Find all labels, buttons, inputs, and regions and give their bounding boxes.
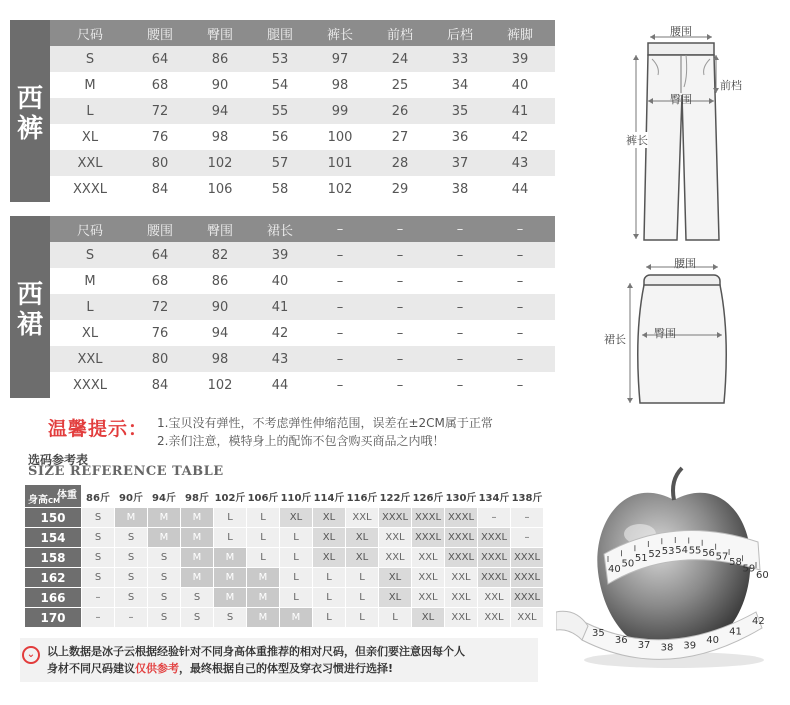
skirt-table-cell: – [336, 351, 344, 367]
tape-number: 41 [729, 626, 742, 638]
size-cell: XXXL [478, 528, 511, 548]
size-cell: XXXL [412, 508, 445, 528]
size-cell: M [181, 548, 214, 568]
size-cell: S [148, 588, 181, 608]
size-cell: S [82, 508, 115, 528]
size-cell: S [181, 608, 214, 628]
tape-number: 56 [702, 547, 715, 559]
skirt-table-cell: 68 [151, 273, 169, 289]
pants-table-cell: 24 [391, 51, 409, 67]
size-cell: L [280, 528, 313, 548]
skirt-table-cell: – [396, 377, 404, 393]
size-cell: XL [280, 508, 313, 528]
skirt-table-cell: – [516, 351, 524, 367]
size-cell: XL [313, 548, 346, 568]
size-cell: S [82, 548, 115, 568]
pants-hip-label: 臀围 [670, 93, 692, 106]
size-cell: L [247, 548, 280, 568]
skirt-table-cell: 80 [151, 351, 169, 367]
size-cell: M [247, 568, 280, 588]
pants-table-cell: 38 [451, 181, 469, 197]
tape-number: 39 [683, 640, 697, 652]
skirt-table-cell: 44 [271, 377, 289, 393]
skirt-table-cell: 82 [211, 247, 229, 263]
size-cell: XXL [412, 588, 445, 608]
size-cell: XXL [412, 548, 445, 568]
skirt-table-cell: 64 [151, 247, 169, 263]
height-header-cell: 166 [25, 588, 82, 608]
pants-label-char: 西 [16, 84, 43, 114]
skirt-table-cell: 39 [271, 247, 289, 263]
reference-row [25, 548, 544, 568]
size-cell: XXL [445, 568, 478, 588]
size-cell: XXL [379, 548, 412, 568]
size-cell: XL [346, 548, 379, 568]
skirt-table-cell: 94 [211, 325, 229, 341]
skirt-diagram [600, 255, 780, 415]
skirt-hip-label: 臀围 [654, 327, 676, 340]
tape-number: 38 [660, 642, 674, 654]
pants-table-cell: 94 [211, 103, 229, 119]
pants-table-cell: 尺码 [76, 27, 103, 43]
pants-table-cell: 28 [391, 155, 409, 171]
size-cell: XXXL [412, 528, 445, 548]
size-cell: M [214, 588, 247, 608]
size-cell: XL [412, 608, 445, 628]
skirt-table-cell: 40 [271, 273, 289, 289]
tips-title: 温馨提示： [48, 418, 149, 440]
skirt-table-row [50, 346, 555, 372]
pants-table-cell: 58 [271, 181, 289, 197]
skirt-table-cell: – [396, 299, 404, 315]
note-highlight: 仅供参考 [135, 662, 179, 675]
pants-label-char: 裤 [16, 114, 43, 144]
tape-number: 55 [688, 545, 702, 557]
pants-table-label [10, 84, 50, 144]
skirt-table-cell: – [456, 221, 464, 237]
pants-table-cell: 29 [391, 181, 409, 197]
reference-row [25, 508, 544, 528]
size-cell: XXL [445, 588, 478, 608]
reference-row [25, 528, 544, 548]
size-cell: XL [379, 568, 412, 588]
pants-table-header-row [50, 20, 555, 46]
skirt-table-grid [50, 216, 555, 398]
pants-table-cell: XXXL [73, 181, 107, 197]
weight-header-cell: 98斤 [181, 485, 214, 508]
skirt-table-cell: – [456, 351, 464, 367]
skirt-table-cell: 腰围 [146, 223, 173, 239]
size-cell: M [247, 608, 280, 628]
tape-number: 40 [608, 564, 621, 575]
skirt-table-cell: – [396, 221, 404, 237]
skirt-table-row [50, 294, 555, 320]
size-cell: M [181, 528, 214, 548]
pants-table-cell: 腰围 [146, 27, 173, 43]
pants-table-cell: 76 [151, 129, 169, 145]
skirt-table-cell: XL [81, 325, 99, 341]
height-header-cell: 158 [25, 548, 82, 568]
pants-table-cell: 40 [511, 77, 529, 93]
size-cell: XXXL [445, 548, 478, 568]
size-cell: XXXL [511, 548, 544, 568]
pants-table-cell: 43 [511, 155, 529, 171]
apple-tape-photo [556, 462, 786, 672]
skirt-waist-label: 腰围 [674, 257, 696, 270]
tape-number: 57 [715, 551, 729, 563]
tape-number: 37 [637, 640, 651, 652]
size-cell: XXXL [379, 508, 412, 528]
size-cell: XXXL [445, 508, 478, 528]
size-cell: XXXL [478, 548, 511, 568]
skirt-table-cell: – [456, 273, 464, 289]
pants-table-cell: 57 [271, 155, 289, 171]
reference-subtitle: SIZE REFERENCE TABLE [28, 464, 224, 479]
skirt-table-cell: 43 [271, 351, 289, 367]
size-cell: XXL [511, 608, 544, 628]
skirt-size-table [10, 216, 555, 398]
skirt-table-cell: – [456, 377, 464, 393]
tape-number: 60 [756, 570, 769, 581]
skirt-table-cell: 98 [211, 351, 229, 367]
size-cell: M [148, 528, 181, 548]
size-cell: XL [313, 528, 346, 548]
size-cell: L [247, 528, 280, 548]
size-cell: L [280, 588, 313, 608]
weight-header-cell: 138斤 [511, 485, 544, 508]
weight-header-cell: 114斤 [313, 485, 346, 508]
weight-header-cell: 126斤 [412, 485, 445, 508]
pants-table-cell: 37 [451, 155, 469, 171]
tape-number: 59 [742, 563, 756, 575]
size-cell: M [214, 568, 247, 588]
pants-table-cell: 44 [511, 181, 529, 197]
size-cell: M [115, 508, 148, 528]
pants-table-row [50, 98, 555, 124]
pants-table-row [50, 150, 555, 176]
skirt-outline-icon [600, 255, 780, 415]
skirt-table-header-row [50, 216, 555, 242]
pants-table-cell: 42 [511, 129, 529, 145]
skirt-table-cell: – [336, 247, 344, 263]
size-cell: L [313, 588, 346, 608]
pants-length-label: 裤长 [626, 134, 648, 147]
skirt-table-cell: 42 [271, 325, 289, 341]
skirt-table-cell: 90 [211, 299, 229, 315]
size-cell: M [148, 508, 181, 528]
weight-header-cell: 122斤 [379, 485, 412, 508]
size-cell: S [148, 568, 181, 588]
pants-table-cell: 裤脚 [506, 27, 533, 43]
pants-table-cell: 55 [271, 103, 289, 119]
size-cell: XL [313, 508, 346, 528]
pants-table-row [50, 124, 555, 150]
tape-number: 50 [621, 558, 635, 570]
skirt-table-cell: – [336, 299, 344, 315]
skirt-table-cell: L [86, 299, 94, 315]
size-cell: S [148, 608, 181, 628]
skirt-table-cell: – [516, 325, 524, 341]
skirt-table-cell: – [456, 247, 464, 263]
skirt-table-cell: 裙长 [266, 223, 293, 239]
skirt-table-cell: – [516, 221, 524, 237]
pants-table-cell: XL [81, 129, 99, 145]
size-cell: S [82, 528, 115, 548]
size-cell: XXXL [478, 568, 511, 588]
tape-number: 35 [592, 628, 605, 639]
pants-table-cell: 98 [211, 129, 229, 145]
size-cell: M [181, 508, 214, 528]
weight-header-cell: 110斤 [280, 485, 313, 508]
pants-table-cell: 106 [207, 181, 233, 197]
skirt-table-cell: 102 [207, 377, 233, 393]
skirt-table-cell: M [84, 273, 96, 289]
note-line-1: 以上数据是冰子云根据经验针对不同身高体重推荐的相对尺码，但亲们要注意因每个人 [47, 645, 465, 658]
size-cell: L [280, 548, 313, 568]
size-cell: – [82, 588, 115, 608]
size-cell: XXXL [445, 528, 478, 548]
size-cell: – [115, 608, 148, 628]
tape-number: 42 [752, 616, 765, 627]
pants-table-cell: 53 [271, 51, 289, 67]
pants-table-cell: 84 [151, 181, 169, 197]
pants-table-cell: 68 [151, 77, 169, 93]
skirt-table-row [50, 268, 555, 294]
pants-table-cell: 26 [391, 103, 409, 119]
skirt-length-label: 裙长 [604, 333, 626, 346]
size-cell: L [346, 608, 379, 628]
apple-measuring-tape-icon [556, 462, 786, 672]
size-cell: XXXL [511, 568, 544, 588]
tips-line-2: 2.亲们注意，模特身上的配饰不包含购买商品之内哦！ [157, 434, 445, 448]
skirt-table-cell: – [516, 247, 524, 263]
tape-number: 51 [634, 553, 648, 565]
skirt-label-char: 裙 [16, 310, 43, 340]
pants-table-cell: 90 [211, 77, 229, 93]
size-cell: L [313, 608, 346, 628]
pants-table-row [50, 72, 555, 98]
skirt-table-cell: 41 [271, 299, 289, 315]
height-header-cell: 170 [25, 608, 82, 628]
weight-header-cell: 116斤 [346, 485, 379, 508]
corner-weight-label: 体重 [57, 490, 77, 501]
size-cell: XXL [445, 608, 478, 628]
skirt-table-cell: – [336, 273, 344, 289]
pants-table-cell: 前档 [386, 27, 413, 43]
pants-table-cell: 36 [451, 129, 469, 145]
pants-table-cell: 臀围 [206, 27, 233, 43]
weight-header-cell: 94斤 [148, 485, 181, 508]
size-cell: – [511, 508, 544, 528]
skirt-table-cell: 72 [151, 299, 169, 315]
pants-table-cell: 80 [151, 155, 169, 171]
size-cell: S [115, 528, 148, 548]
tape-number: 58 [729, 557, 742, 568]
note-line-2: 身材不同尺码建议仅供参考，最终根据自己的体型及穿衣习惯进行选择! [47, 662, 394, 675]
height-header-cell: 162 [25, 568, 82, 588]
size-cell: M [280, 608, 313, 628]
size-cell: XXL [346, 508, 379, 528]
size-cell: XXL [412, 568, 445, 588]
size-cell: – [511, 528, 544, 548]
pants-table-row [50, 46, 555, 72]
tips-line-1: 1.宝贝没有弹性，不考虑弹性伸缩范围，误差在±2CM属于正常 [157, 416, 493, 430]
pants-table-cell: 86 [211, 51, 229, 67]
reference-corner [25, 485, 82, 508]
size-cell: XXL [478, 608, 511, 628]
weight-header-cell: 106斤 [247, 485, 280, 508]
skirt-table-cell: – [456, 325, 464, 341]
size-cell: L [346, 588, 379, 608]
size-cell: M [181, 568, 214, 588]
reference-title: 选码参考表 [28, 453, 89, 467]
size-cell: S [115, 548, 148, 568]
size-cell: L [247, 508, 280, 528]
skirt-table-cell: – [516, 299, 524, 315]
skirt-table-cell: – [516, 377, 524, 393]
tape-number: 54 [675, 545, 689, 556]
pants-table-cell: 72 [151, 103, 169, 119]
skirt-table-cell: XXXL [73, 377, 107, 393]
size-cell: XL [379, 588, 412, 608]
size-cell: XXXL [511, 588, 544, 608]
skirt-table-cell: – [516, 273, 524, 289]
size-cell: XL [346, 528, 379, 548]
skirt-table-cell: 86 [211, 273, 229, 289]
weight-header-cell: 90斤 [115, 485, 148, 508]
skirt-table-label [10, 280, 50, 340]
size-cell: L [280, 568, 313, 588]
height-header-cell: 150 [25, 508, 82, 528]
skirt-table-cell: XXL [77, 351, 103, 367]
size-cell: XXL [379, 528, 412, 548]
size-cell: L [214, 508, 247, 528]
pants-table-cell: 25 [391, 77, 409, 93]
weight-header-cell: 130斤 [445, 485, 478, 508]
pants-table-cell: S [85, 51, 95, 67]
skirt-table-cell: – [336, 221, 344, 237]
skirt-table-row [50, 372, 555, 398]
pants-table-cell: 97 [331, 51, 349, 67]
size-cell: L [313, 568, 346, 588]
reference-row [25, 568, 544, 588]
pants-table-cell: 39 [511, 51, 529, 67]
skirt-table-cell: 臀围 [206, 223, 233, 239]
pants-table-cell: 34 [451, 77, 469, 93]
pants-table-cell: 98 [331, 77, 349, 93]
size-cell: XXL [478, 588, 511, 608]
skirt-table-cell: – [396, 351, 404, 367]
skirt-label-char: 西 [16, 280, 43, 310]
size-cell: S [214, 608, 247, 628]
size-cell: S [181, 588, 214, 608]
skirt-table-cell: 76 [151, 325, 169, 341]
weight-header-cell: 86斤 [82, 485, 115, 508]
skirt-table-cell: – [336, 377, 344, 393]
pants-table-cell: 35 [451, 103, 469, 119]
pants-table-cell: 裤长 [326, 27, 353, 43]
corner-height-label: 身高CM [28, 495, 61, 506]
pants-table-cell: 56 [271, 129, 289, 145]
size-cell: L [346, 568, 379, 588]
reference-row [25, 588, 544, 608]
pants-diagram [600, 15, 780, 250]
size-cell: M [214, 548, 247, 568]
size-cell: L [379, 608, 412, 628]
skirt-table-cell: – [396, 247, 404, 263]
weight-header-cell: 134斤 [478, 485, 511, 508]
pants-front-rise-label: 前档 [720, 79, 742, 92]
pants-table-row [50, 176, 555, 202]
tape-number: 40 [706, 635, 720, 647]
pants-table-cell: XXL [77, 155, 103, 171]
skirt-table-row [50, 242, 555, 268]
pants-table-cell: 99 [331, 103, 349, 119]
pants-waist-label: 腰围 [670, 25, 692, 38]
weight-header-cell: 102斤 [214, 485, 247, 508]
pants-table-cell: M [84, 77, 96, 93]
size-cell: – [82, 608, 115, 628]
tape-number: 52 [648, 549, 662, 560]
pants-table-cell: 33 [451, 51, 469, 67]
size-cell: M [247, 588, 280, 608]
skirt-table-cell: 尺码 [76, 223, 103, 239]
skirt-table-cell: – [396, 273, 404, 289]
pants-table-cell: 102 [207, 155, 233, 171]
size-cell: S [148, 548, 181, 568]
size-cell: S [115, 568, 148, 588]
pants-table-cell: 54 [271, 77, 289, 93]
size-cell: – [478, 508, 511, 528]
pants-table-cell: L [86, 103, 94, 119]
tape-number: 53 [661, 546, 675, 558]
size-cell: S [115, 588, 148, 608]
reference-row [25, 608, 544, 628]
pants-table-cell: 腿围 [266, 27, 293, 43]
pants-table-cell: 41 [511, 103, 529, 119]
size-reference-table [24, 484, 544, 628]
size-cell: L [214, 528, 247, 548]
pants-table-grid [50, 20, 555, 202]
pants-table-cell: 27 [391, 129, 409, 145]
skirt-table-cell: – [396, 325, 404, 341]
tape-number: 36 [614, 635, 628, 646]
skirt-table-cell: – [336, 325, 344, 341]
skirt-table-cell: – [456, 299, 464, 315]
pants-table-cell: 后档 [446, 27, 473, 43]
pants-table-cell: 102 [327, 181, 353, 197]
skirt-table-row [50, 320, 555, 346]
pants-table-cell: 100 [327, 129, 353, 145]
chevron-down-icon: ⌄ [22, 646, 40, 664]
skirt-table-cell: S [85, 247, 95, 263]
pants-table-cell: 64 [151, 51, 169, 67]
pants-size-table [10, 20, 555, 202]
height-header-cell: 154 [25, 528, 82, 548]
size-cell: S [82, 568, 115, 588]
skirt-table-cell: 84 [151, 377, 169, 393]
pants-table-cell: 101 [327, 155, 353, 171]
